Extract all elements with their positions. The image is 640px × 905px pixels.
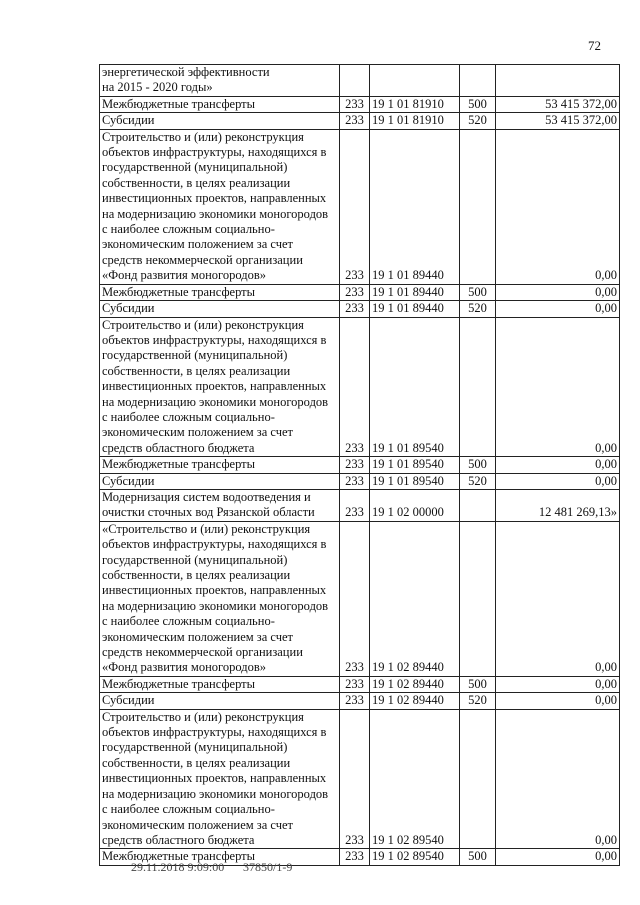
table-row xyxy=(100,96,620,112)
expense-type-code: 520 xyxy=(460,113,496,129)
footer-date: 29.11.2018 9:09:00 xyxy=(131,860,225,874)
amount: 53 415 372,00 xyxy=(496,96,620,112)
item-name: Межбюджетные трансферты xyxy=(100,849,340,865)
expense-type-code xyxy=(460,709,496,849)
amount xyxy=(496,65,620,97)
target-article-code xyxy=(370,65,460,97)
table-row xyxy=(100,457,620,473)
item-name: «Строительство и (или) реконструкция объектов инфраструктуры, находящихся в государственной (муниципальной) собственности, в целях реализации инвестиционных проектов, направленных на модернизацию экономики моногородов с наиболее сложным социально- экономическим положением за счет средств некоммерческой организации «Фонд развития моногородов» xyxy=(100,521,340,676)
table-row xyxy=(100,709,620,849)
footer-doc-id: 37850/1-9 xyxy=(243,860,293,874)
item-name: Межбюджетные трансферты xyxy=(100,96,340,112)
ministry-code: 233 xyxy=(340,317,370,457)
target-article-code: 19 1 02 89540 xyxy=(370,849,460,865)
amount: 53 415 372,00 xyxy=(496,113,620,129)
amount: 0,00 xyxy=(496,849,620,865)
expense-type-code xyxy=(460,129,496,284)
amount: 0,00 xyxy=(496,301,620,317)
page-number: 72 xyxy=(588,38,601,53)
ministry-code xyxy=(340,65,370,97)
item-name: Межбюджетные трансферты xyxy=(100,676,340,692)
table-row xyxy=(100,284,620,300)
target-article-code: 19 1 01 89440 xyxy=(370,129,460,284)
table-row xyxy=(100,693,620,709)
amount: 0,00 xyxy=(496,284,620,300)
amount: 0,00 xyxy=(496,473,620,489)
target-article-code: 19 1 02 89540 xyxy=(370,709,460,849)
item-name: Строительство и (или) реконструкция объектов инфраструктуры, находящихся в государственной (муниципальной) собственности, в целях реализации инвестиционных проектов, направленных на модернизацию экономики моногородов с наиболее сложным социально- экономическим положением за счет средств областного бюджета xyxy=(100,709,340,849)
target-article-code: 19 1 02 89440 xyxy=(370,693,460,709)
table-row xyxy=(100,521,620,676)
expense-type-code: 520 xyxy=(460,473,496,489)
item-name: Модернизация систем водоотведения и очистки сточных вод Рязанской области xyxy=(100,489,340,521)
item-name: Строительство и (или) реконструкция объектов инфраструктуры, находящихся в государственной (муниципальной) собственности, в целях реализации инвестиционных проектов, направленных на модернизацию экономики моногородов с наиболее сложным социально- экономическим положением за счет средств некоммерческой организации «Фонд развития моногородов» xyxy=(100,129,340,284)
ministry-code: 233 xyxy=(340,457,370,473)
item-name: энергетической эффективности на 2015 - 2020 годы» xyxy=(100,65,340,97)
target-article-code: 19 1 01 81910 xyxy=(370,96,460,112)
expense-type-code: 500 xyxy=(460,849,496,865)
item-name: Субсидии xyxy=(100,473,340,489)
table-row xyxy=(100,129,620,284)
expense-type-code: 500 xyxy=(460,676,496,692)
amount: 0,00 xyxy=(496,521,620,676)
expense-type-code: 500 xyxy=(460,96,496,112)
item-name: Субсидии xyxy=(100,301,340,317)
amount: 0,00 xyxy=(496,317,620,457)
ministry-code: 233 xyxy=(340,709,370,849)
target-article-code: 19 1 01 89540 xyxy=(370,317,460,457)
table-row xyxy=(100,113,620,129)
expense-type-code xyxy=(460,489,496,521)
amount: 0,00 xyxy=(496,457,620,473)
ministry-code: 233 xyxy=(340,473,370,489)
ministry-code: 233 xyxy=(340,693,370,709)
item-name: Строительство и (или) реконструкция объектов инфраструктуры, находящихся в государственной (муниципальной) собственности, в целях реализации инвестиционных проектов, направленных на модернизацию экономики моногородов с наиболее сложным социально- экономическим положением за счет средств областного бюджета xyxy=(100,317,340,457)
amount: 0,00 xyxy=(496,693,620,709)
table-row xyxy=(100,473,620,489)
target-article-code: 19 1 01 89440 xyxy=(370,301,460,317)
table-row xyxy=(100,317,620,457)
table-body xyxy=(100,65,620,866)
ministry-code: 233 xyxy=(340,113,370,129)
ministry-code: 233 xyxy=(340,849,370,865)
table-row xyxy=(100,676,620,692)
expense-type-code xyxy=(460,317,496,457)
target-article-code: 19 1 01 81910 xyxy=(370,113,460,129)
ministry-code: 233 xyxy=(340,676,370,692)
expense-type-code xyxy=(460,521,496,676)
ministry-code: 233 xyxy=(340,284,370,300)
target-article-code: 19 1 01 89440 xyxy=(370,284,460,300)
amount: 0,00 xyxy=(496,676,620,692)
ministry-code: 233 xyxy=(340,301,370,317)
expense-type-code: 520 xyxy=(460,301,496,317)
amount: 0,00 xyxy=(496,709,620,849)
item-name: Субсидии xyxy=(100,113,340,129)
item-name: Межбюджетные трансферты xyxy=(100,457,340,473)
expense-type-code: 520 xyxy=(460,693,496,709)
table-row xyxy=(100,489,620,521)
budget-table xyxy=(99,64,620,866)
table-row xyxy=(100,65,620,97)
target-article-code: 19 1 01 89540 xyxy=(370,457,460,473)
table-row xyxy=(100,301,620,317)
target-article-code: 19 1 02 00000 xyxy=(370,489,460,521)
item-name: Субсидии xyxy=(100,693,340,709)
amount: 0,00 xyxy=(496,129,620,284)
ministry-code: 233 xyxy=(340,521,370,676)
target-article-code: 19 1 02 89440 xyxy=(370,521,460,676)
item-name: Межбюджетные трансферты xyxy=(100,284,340,300)
ministry-code: 233 xyxy=(340,96,370,112)
expense-type-code xyxy=(460,65,496,97)
expense-type-code: 500 xyxy=(460,457,496,473)
ministry-code: 233 xyxy=(340,489,370,521)
amount: 12 481 269,13» xyxy=(496,489,620,521)
target-article-code: 19 1 02 89440 xyxy=(370,676,460,692)
target-article-code: 19 1 01 89540 xyxy=(370,473,460,489)
expense-type-code: 500 xyxy=(460,284,496,300)
ministry-code: 233 xyxy=(340,129,370,284)
